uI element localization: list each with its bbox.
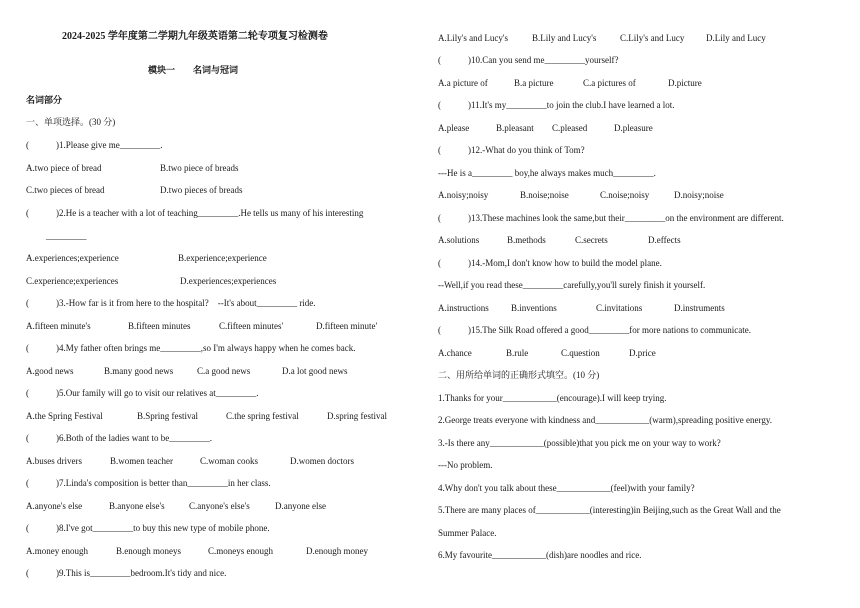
question-6: ( )6.Both of the ladies want to be_________.	[26, 433, 212, 443]
question-9: ( )9.This is_________bedroom.It's tidy and nice.	[26, 568, 227, 578]
option-d: D.spring festival	[327, 411, 387, 421]
question-14: ( )14.-Mom,I don't know how to build the model plane.	[438, 258, 662, 268]
fill-item-continued: ---No problem.	[438, 460, 493, 470]
fill-item: 4.Why don't you talk about these____________(feel)with your family?	[438, 483, 695, 493]
option-b: B.a picture	[514, 78, 554, 88]
question-3: ( )3.-How far is it from here to the hospital? --It's about_________ ride.	[26, 298, 316, 308]
question-14-continued: --Well,if you read these_________carefully,you'll surely finish it yourself.	[438, 280, 706, 290]
option-a: A.experiences;experience	[26, 253, 119, 263]
option-c: C.moneys enough	[208, 546, 273, 556]
option-c: C.experience;experiences	[26, 276, 119, 286]
option-a: A.please	[438, 123, 470, 133]
option-b: B.anyone else's	[109, 501, 165, 511]
option-b: B.fifteen minutes	[128, 321, 191, 331]
fill-item: 3.-Is there any____________(possible)that you pick me on your way to work?	[438, 438, 721, 448]
option-c: C.two pieces of bread	[26, 185, 105, 195]
option-c: C.noise;noisy	[600, 190, 650, 200]
option-b: B.Lily and Lucy's	[532, 33, 597, 43]
option-d: D.fifteen minute'	[316, 321, 378, 331]
question-7: ( )7.Linda's composition is better than_________in her class.	[26, 478, 271, 488]
option-a: A.chance	[438, 348, 472, 358]
fill-item: 5.There are many places of____________(interesting)in Beijing,such as the Great Wall and the	[438, 505, 781, 515]
option-d: D.instruments	[674, 303, 725, 313]
option-c: C.Lily's and Lucy	[620, 33, 685, 43]
question-15: ( )15.The Silk Road offered a good_________for more nations to communicate.	[438, 325, 752, 335]
option-d: D.experiences;experiences	[180, 276, 277, 286]
question-2: ( )2.He is a teacher with a lot of teaching_________.He tells us many of his interesting	[26, 208, 364, 218]
option-d: D.price	[629, 348, 656, 358]
option-b: B.inventions	[511, 303, 557, 313]
option-a: A.buses drivers	[26, 456, 82, 466]
option-c: C.pleased	[552, 123, 588, 133]
module-heading: 模块一 名词与冠词	[148, 65, 239, 75]
option-d: D.women doctors	[290, 456, 354, 466]
option-b: B.experience;experience	[178, 253, 267, 263]
option-c: C.the spring festival	[226, 411, 299, 421]
option-d: D.anyone else	[275, 501, 326, 511]
option-c: C.secrets	[575, 235, 608, 245]
fill-item-continued: Summer Palace.	[438, 528, 497, 538]
option-b: B.Spring festival	[137, 411, 198, 421]
option-d: D.Lily and Lucy	[706, 33, 766, 43]
option-a: A.instructions	[438, 303, 489, 313]
option-d: D.enough money	[306, 546, 368, 556]
option-b: B.pleasant	[496, 123, 534, 133]
question-8: ( )8.I've got_________to buy this new type of mobile phone.	[26, 523, 270, 533]
option-d: D.two pieces of breads	[160, 185, 243, 195]
exam-title: 2024-2025 学年度第二学期九年级英语第二轮专项复习检测卷	[62, 31, 328, 42]
option-c: C.fifteen minutes'	[219, 321, 284, 331]
option-a: A.Lily's and Lucy's	[438, 33, 508, 43]
question-5: ( )5.Our family will go to visit our relatives at_________.	[26, 388, 259, 398]
question-11: ( )11.It's my_________to join the club.I have learned a lot.	[438, 100, 675, 110]
part1-heading: 一、单项选择。(30 分)	[26, 117, 116, 127]
part2-heading: 二、用所给单词的正确形式填空。(10 分)	[438, 370, 600, 380]
section-heading: 名词部分	[26, 95, 63, 105]
option-c: C.woman cooks	[200, 456, 258, 466]
question-12-continued: ---He is a_________ boy,he always makes much_________.	[438, 168, 656, 178]
option-a: A.two piece of bread	[26, 163, 102, 173]
option-d: D.picture	[668, 78, 702, 88]
question-1: ( )1.Please give me_________.	[26, 140, 163, 150]
option-a: A.noisy;noisy	[438, 190, 489, 200]
fill-item: 6.My favourite____________(dish)are noodles and rice.	[438, 550, 642, 560]
option-a: A.money enough	[26, 546, 88, 556]
option-d: D.pleasure	[614, 123, 653, 133]
option-d: D.effects	[648, 235, 681, 245]
question-2-continued: _________	[46, 231, 87, 241]
question-13: ( )13.These machines look the same,but their_________on the environment are different.	[438, 213, 784, 223]
option-b: B.women teacher	[110, 456, 173, 466]
option-a: A.anyone's else	[26, 501, 83, 511]
option-a: A.fifteen minute's	[26, 321, 91, 331]
option-a: A.a picture of	[438, 78, 488, 88]
option-c: C.invitations	[596, 303, 643, 313]
option-c: C.question	[561, 348, 600, 358]
option-c: C.a pictures of	[583, 78, 636, 88]
option-b: B.methods	[507, 235, 546, 245]
option-c: C.a good news	[197, 366, 251, 376]
option-b: B.noise;noise	[520, 190, 569, 200]
option-b: B.enough moneys	[116, 546, 181, 556]
option-a: A.solutions	[438, 235, 480, 245]
option-d: D.a lot good news	[282, 366, 348, 376]
option-b: B.two piece of breads	[160, 163, 239, 173]
option-b: B.many good news	[104, 366, 174, 376]
option-a: A.the Spring Festival	[26, 411, 103, 421]
option-a: A.good news	[26, 366, 74, 376]
fill-item: 1.Thanks for your____________(encourage).I will keep trying.	[438, 393, 667, 403]
fill-item: 2.George treats everyone with kindness and____________(warm),spreading positive energy.	[438, 415, 773, 425]
option-b: B.rule	[506, 348, 529, 358]
question-12: ( )12.-What do you think of Tom?	[438, 145, 585, 155]
question-10: ( )10.Can you send me_________yourself?	[438, 55, 619, 65]
question-4: ( )4.My father often brings me_________,so I'm always happy when he comes back.	[26, 343, 356, 353]
option-d: D.noisy;noise	[674, 190, 724, 200]
option-c: C.anyone's else's	[189, 501, 250, 511]
